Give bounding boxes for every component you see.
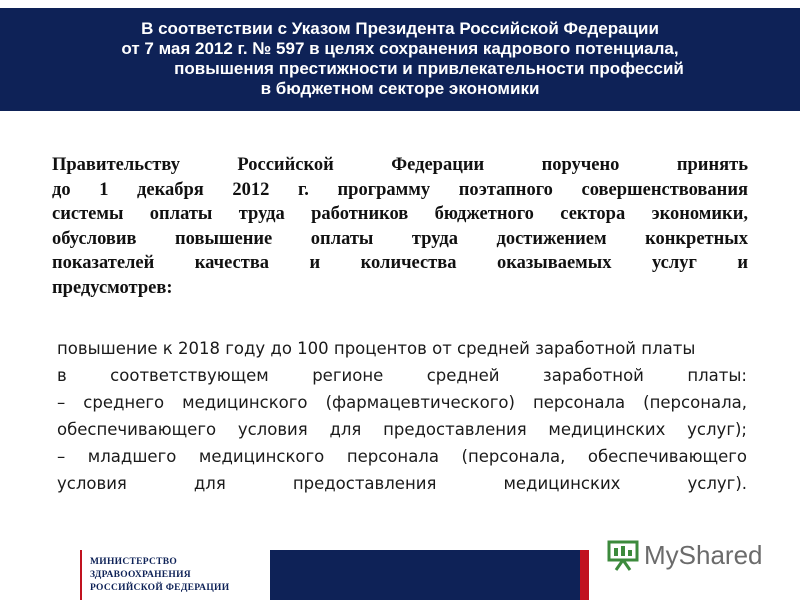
header-line-2: от 7 мая 2012 г. № 597 в целях сохранения кадрового потенциала, [121, 38, 679, 58]
main-paragraph [52, 153, 748, 300]
main-paragraph-line: системы оплаты труда работников бюджетного сектора экономики, [52, 204, 748, 224]
ministry-line: ЗДРАВООХРАНЕНИЯ [90, 570, 191, 580]
ministry-line: РОССИЙСКОЙ ФЕДЕРАЦИИ [90, 583, 230, 593]
list-paragraph [57, 335, 747, 497]
list-paragraph-line: обеспечивающего условия для предоставления медицинских услуг); [57, 420, 747, 439]
presentation-board-icon [606, 539, 640, 571]
header-band [0, 8, 800, 111]
ministry-name [90, 556, 260, 595]
list-paragraph-line: – младшего медицинского персонала (персонала, обеспечивающего [57, 447, 747, 466]
myshared-logo[interactable] [606, 538, 763, 572]
main-paragraph-line: до 1 декабря 2012 г. программу поэтапного совершенствования [52, 179, 748, 200]
list-paragraph-line: – среднего медицинского (фармацевтического) персонала (персонала, [57, 393, 747, 412]
ministry-divider [80, 550, 82, 600]
footer-bar [270, 550, 580, 600]
header-line-3: повышения престижности и привлекательности профессий [174, 58, 684, 78]
footer-red-accent [580, 550, 589, 600]
main-paragraph-line: показателей качества и количества оказываемых услуг и [52, 253, 748, 273]
header-line-1: В соответствии с Указом Президента Российской Федерации [141, 18, 659, 38]
list-paragraph-line: повышение к 2018 году до 100 процентов от средней заработной платы [57, 339, 696, 358]
logo-text: MyShared [644, 539, 763, 570]
main-paragraph-line: обусловив повышение оплаты труда достижением конкретных [52, 228, 748, 249]
main-paragraph-line: предусмотрев: [52, 277, 173, 298]
list-paragraph-line: в соответствующем регионе средней заработной платы: [57, 366, 747, 385]
list-paragraph-line: условия для предоставления медицинских услуг). [57, 474, 747, 493]
main-paragraph-line: Правительству Российской Федерации поручено принять [52, 155, 748, 175]
header-line-4: в бюджетном секторе экономики [260, 78, 540, 98]
ministry-line: МИНИСТЕРСТВО [90, 557, 178, 567]
